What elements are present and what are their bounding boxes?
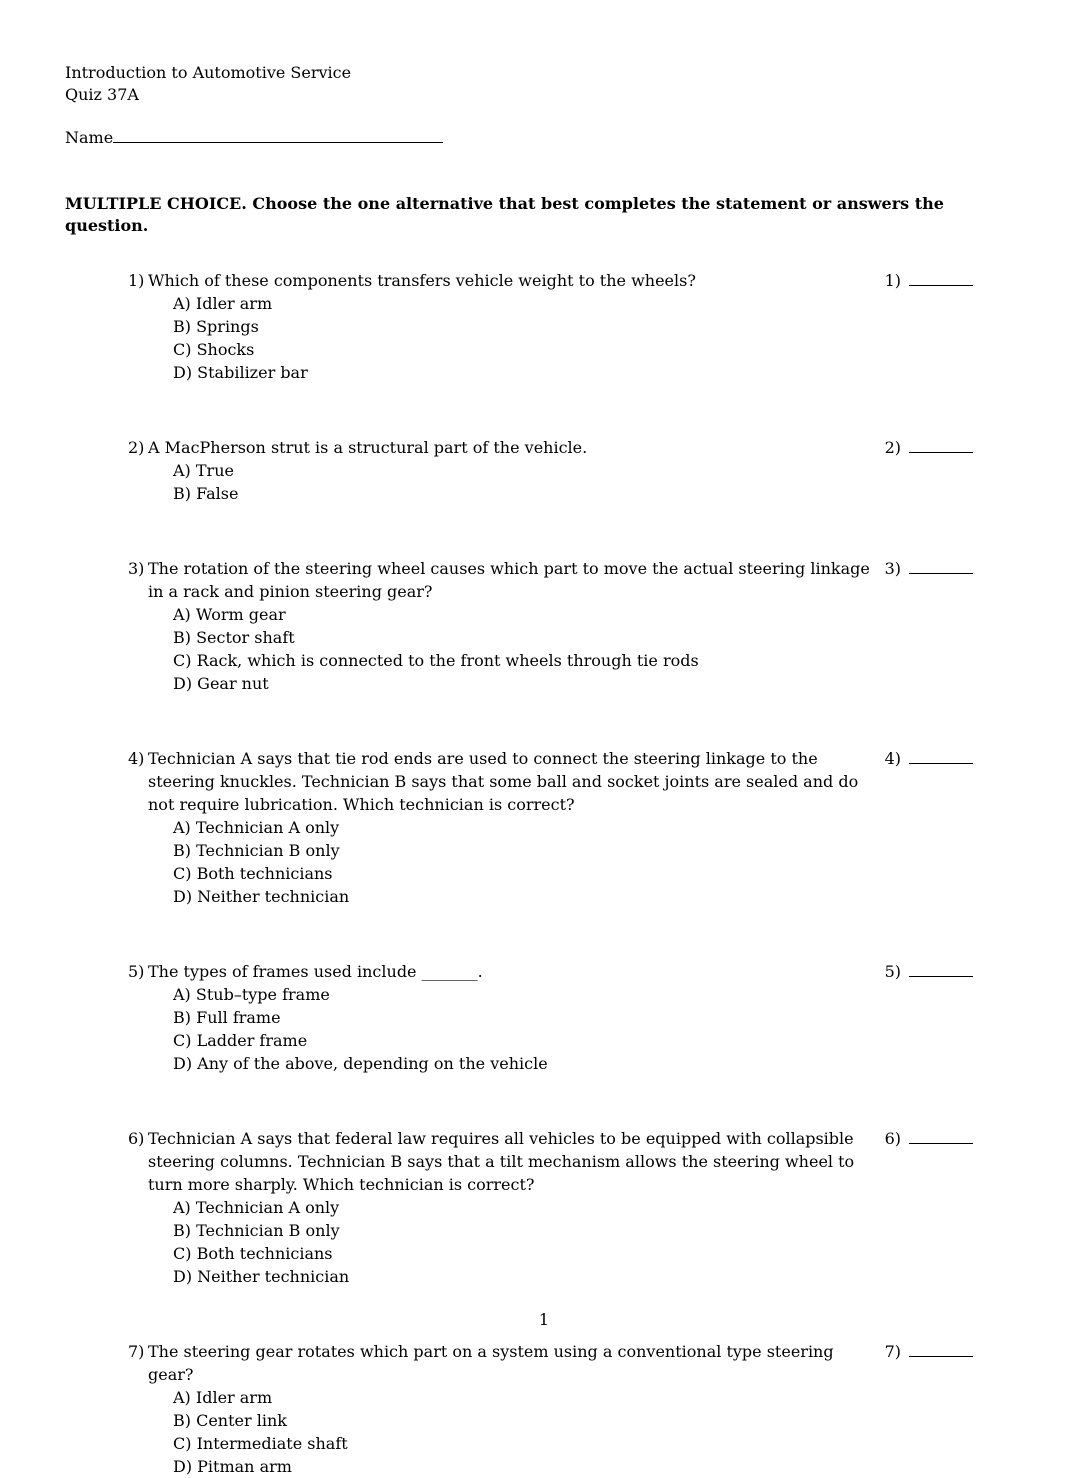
question-block [128,747,1023,908]
choice-option: B) Full frame [173,1008,281,1027]
question-main [128,1127,873,1288]
answer-blank-line [909,557,973,574]
question-number: 7) [128,1342,145,1361]
answer-blank-line [909,960,973,977]
choice-option: D) Any of the above, depending on the vehicle [173,1054,548,1073]
question-text: Technician A says that tie rod ends are used to connect the steering linkage to the steering knuckles. Technician B says that some ball and socket joints are sealed and do not require lubrication. Which technician is correct? [148,749,859,814]
question-text: The types of frames used include _______. [148,962,483,981]
question-line [128,1340,873,1386]
question-line [128,747,873,816]
name-blank-line [113,126,443,143]
choice-option: D) Gear nut [173,674,269,693]
choice-option: C) Intermediate shaft [173,1434,348,1453]
choice-option: C) Rack, which is connected to the front wheels through tie rods [173,651,699,670]
choice-option: B) Center link [173,1411,287,1430]
question-number: 4) [128,749,145,768]
answer-blank [873,960,973,983]
answer-blank-line [909,1127,973,1144]
question-block [128,436,1023,505]
answer-number: 1) [884,271,901,290]
name-row [65,126,1023,149]
instructions-text: MULTIPLE CHOICE. Choose the one alternative that best completes the statement or answers the question. [65,194,944,235]
question-line [128,1127,873,1196]
question-main [128,747,873,908]
question-number: 5) [128,962,145,981]
answer-blank [873,557,973,580]
question-line [128,269,873,292]
answer-number: 5) [884,962,901,981]
choice-option: C) Both technicians [173,1244,333,1263]
question-number: 3) [128,559,145,578]
choice-option: C) Shocks [173,340,255,359]
question-block [128,269,1023,384]
question-block [128,1127,1023,1288]
choice-option: D) Stabilizer bar [173,363,308,382]
choice-option: B) Technician B only [173,1221,340,1240]
answer-blank-line [909,747,973,764]
choice-option: A) True [173,461,234,480]
answer-blank [873,436,973,459]
answer-blank [873,1127,973,1150]
question-main [128,960,873,1075]
answer-blank [873,747,973,770]
answer-number: 6) [884,1129,901,1148]
question-number: 6) [128,1129,145,1148]
answer-number: 7) [884,1342,901,1361]
answer-blank-line [909,436,973,453]
questions-list [65,269,1023,1478]
choice-option: D) Neither technician [173,1267,350,1286]
question-line [128,960,873,983]
answer-number: 4) [884,749,901,768]
choices-list [173,1386,873,1478]
choice-option: A) Technician A only [173,818,340,837]
choices-list [173,1196,873,1288]
choice-option: B) False [173,484,239,503]
choice-option: B) Sector shaft [173,628,295,647]
answer-blank-line [909,1340,973,1357]
answer-number: 3) [884,559,901,578]
question-number: 1) [128,271,145,290]
question-main [128,269,873,384]
question-main [128,436,873,505]
question-line [128,557,873,603]
question-block [128,557,1023,695]
course-title: Introduction to Automotive Service [65,63,352,82]
question-text: A MacPherson strut is a structural part of the vehicle. [148,438,588,457]
answer-number: 2) [884,438,901,457]
choice-option: A) Stub–type frame [173,985,330,1004]
question-text: Technician A says that federal law requires all vehicles to be equipped with collapsible steering columns. Technician B says that a tilt mechanism allows the steering wheel to turn more sharply. Which technician is correct? [148,1129,855,1194]
question-text: The steering gear rotates which part on a system using a conventional type steering gear? [148,1342,834,1384]
question-text: The rotation of the steering wheel causes which part to move the actual steering linkage in a rack and pinion steering gear? [148,559,870,601]
page-footer [0,1310,1088,1330]
question-line [128,436,873,459]
answer-blank [873,1340,973,1363]
answer-blank-line [909,269,973,286]
quiz-title: Quiz 37A [65,85,139,104]
choice-option: A) Idler arm [173,1388,273,1407]
choices-list [173,459,873,505]
question-block [128,1340,1023,1478]
choice-option: B) Springs [173,317,259,336]
choice-option: B) Technician B only [173,841,340,860]
choice-option: A) Worm gear [173,605,286,624]
page-number: 1 [538,1310,550,1329]
choice-option: A) Idler arm [173,294,273,313]
choices-list [173,292,873,384]
choices-list [173,816,873,908]
question-main [128,1340,873,1478]
choices-list [173,603,873,695]
question-main [128,557,873,695]
name-label: Name [65,128,114,147]
choice-option: D) Pitman arm [173,1457,292,1476]
choice-option: C) Ladder frame [173,1031,308,1050]
question-text: Which of these components transfers vehicle weight to the wheels? [148,271,696,290]
choices-list [173,983,873,1075]
choice-option: A) Technician A only [173,1198,340,1217]
choice-option: D) Neither technician [173,887,350,906]
question-number: 2) [128,438,145,457]
answer-blank [873,269,973,292]
choice-option: C) Both technicians [173,864,333,883]
question-block [128,960,1023,1075]
